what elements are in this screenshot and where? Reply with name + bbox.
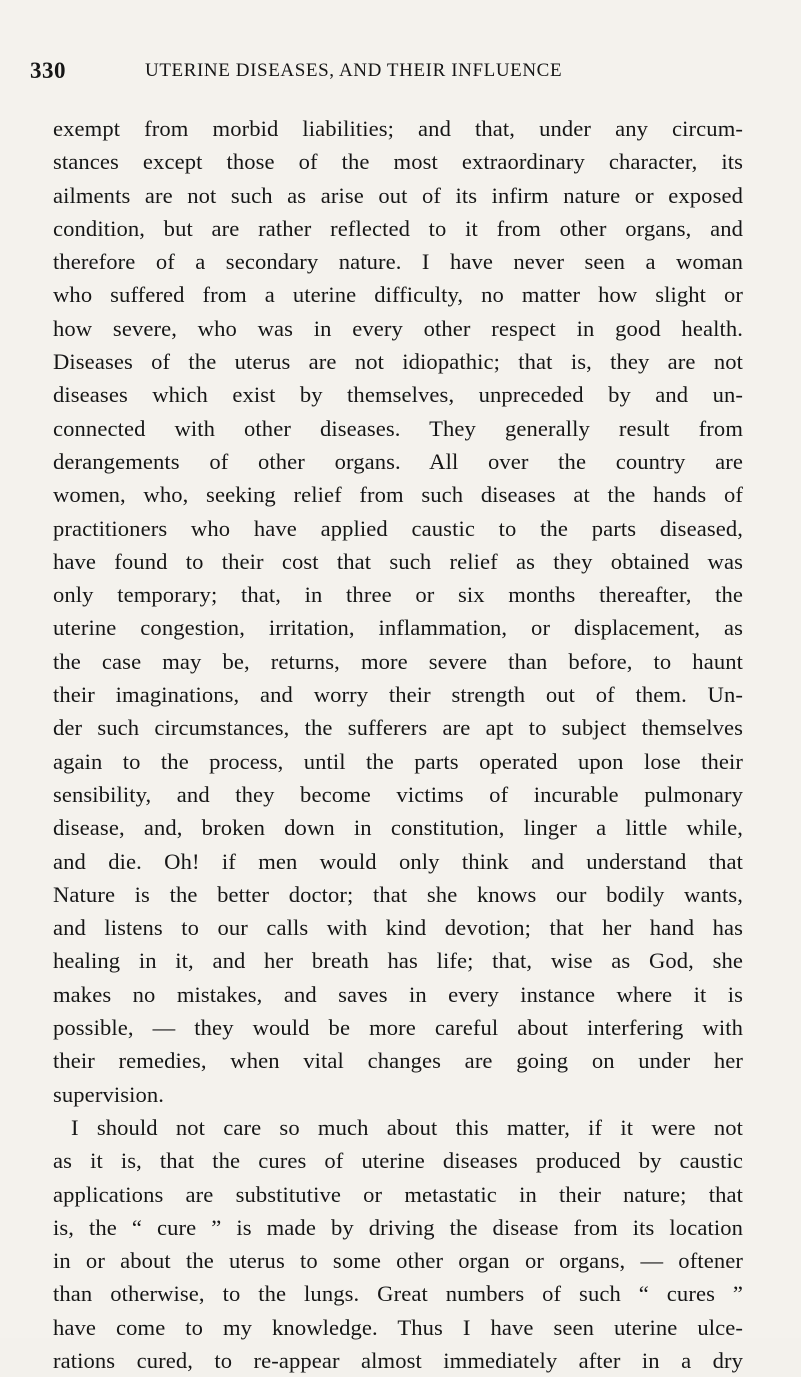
text-line: as it is, that the cures of uterine diseases produced by caustic <box>53 1148 743 1174</box>
text-line: than otherwise, to the lungs. Great numbers of such “ cures ” <box>53 1281 743 1307</box>
page-header <box>30 58 730 88</box>
text-line: ailments are not such as arise out of its infirm nature or exposed <box>53 182 743 208</box>
text-line: is, the “ cure ” is made by driving the disease from its location <box>53 1214 743 1240</box>
text-line: uterine congestion, irritation, inflammation, or displacement, as <box>53 615 743 641</box>
text-line: supervision. <box>53 1081 165 1107</box>
text-line: their remedies, when vital changes are going on under her <box>53 1048 743 1074</box>
text-line: how severe, who was in every other respect in good health. <box>53 315 743 341</box>
text-line: diseases which exist by themselves, unpreceded by and un- <box>53 382 743 408</box>
body-text <box>53 112 743 1377</box>
text-line: makes no mistakes, and saves in every instance where it is <box>53 981 743 1007</box>
text-line: again to the process, until the parts operated upon lose their <box>53 748 743 774</box>
text-line: disease, and, broken down in constitution, linger a little while, <box>53 815 743 841</box>
text-line: I should not care so much about this matter, if it were not <box>71 1114 743 1140</box>
text-line: and listens to our calls with kind devotion; that her hand has <box>53 915 743 941</box>
text-line: practitioners who have applied caustic to the parts diseased, <box>53 515 743 541</box>
text-line: their imaginations, and worry their strength out of them. Un- <box>53 682 743 708</box>
text-line: rations cured, to re-appear almost immediately after in a dry <box>53 1347 743 1373</box>
text-line: Diseases of the uterus are not idiopathic; that is, they are not <box>53 349 743 375</box>
text-line: therefore of a secondary nature. I have never seen a woman <box>53 249 743 275</box>
text-line: applications are substitutive or metastatic in their nature; that <box>53 1181 743 1207</box>
text-line: derangements of other organs. All over the country are <box>53 448 743 474</box>
text-line: who suffered from a uterine difficulty, no matter how slight or <box>53 282 743 308</box>
text-line: stances except those of the most extraordinary character, its <box>53 149 743 175</box>
text-line: women, who, seeking relief from such diseases at the hands of <box>53 482 743 508</box>
paragraph-2 <box>53 1111 743 1377</box>
text-line: the case may be, returns, more severe than before, to haunt <box>53 648 743 674</box>
text-line: have found to their cost that such relief as they obtained was <box>53 548 743 574</box>
text-line: have come to my knowledge. Thus I have seen uterine ulce- <box>53 1314 743 1340</box>
text-line: connected with other diseases. They generally result from <box>53 415 743 441</box>
text-line: sensibility, and they become victims of incurable pulmonary <box>53 781 743 807</box>
page-number: 330 <box>30 58 66 83</box>
text-line: der such circumstances, the sufferers are apt to subject themselves <box>53 715 743 741</box>
text-line: exempt from morbid liabilities; and that, under any circum- <box>53 116 743 141</box>
running-head: UTERINE DISEASES, AND THEIR INFLUENCE <box>145 60 563 81</box>
text-line: condition, but are rather reflected to it from other organs, and <box>53 215 743 241</box>
text-line: possible, — they would be more careful about interfering with <box>53 1015 743 1041</box>
paragraph-1 <box>53 112 743 1111</box>
text-line: healing in it, and her breath has life; that, wise as God, she <box>53 948 743 974</box>
text-line: in or about the uterus to some other organ or organs, — oftener <box>53 1248 743 1274</box>
text-line: Nature is the better doctor; that she knows our bodily wants, <box>53 881 743 907</box>
text-line: and die. Oh! if men would only think and understand that <box>53 848 743 874</box>
text-line: only temporary; that, in three or six months thereafter, the <box>53 582 743 608</box>
